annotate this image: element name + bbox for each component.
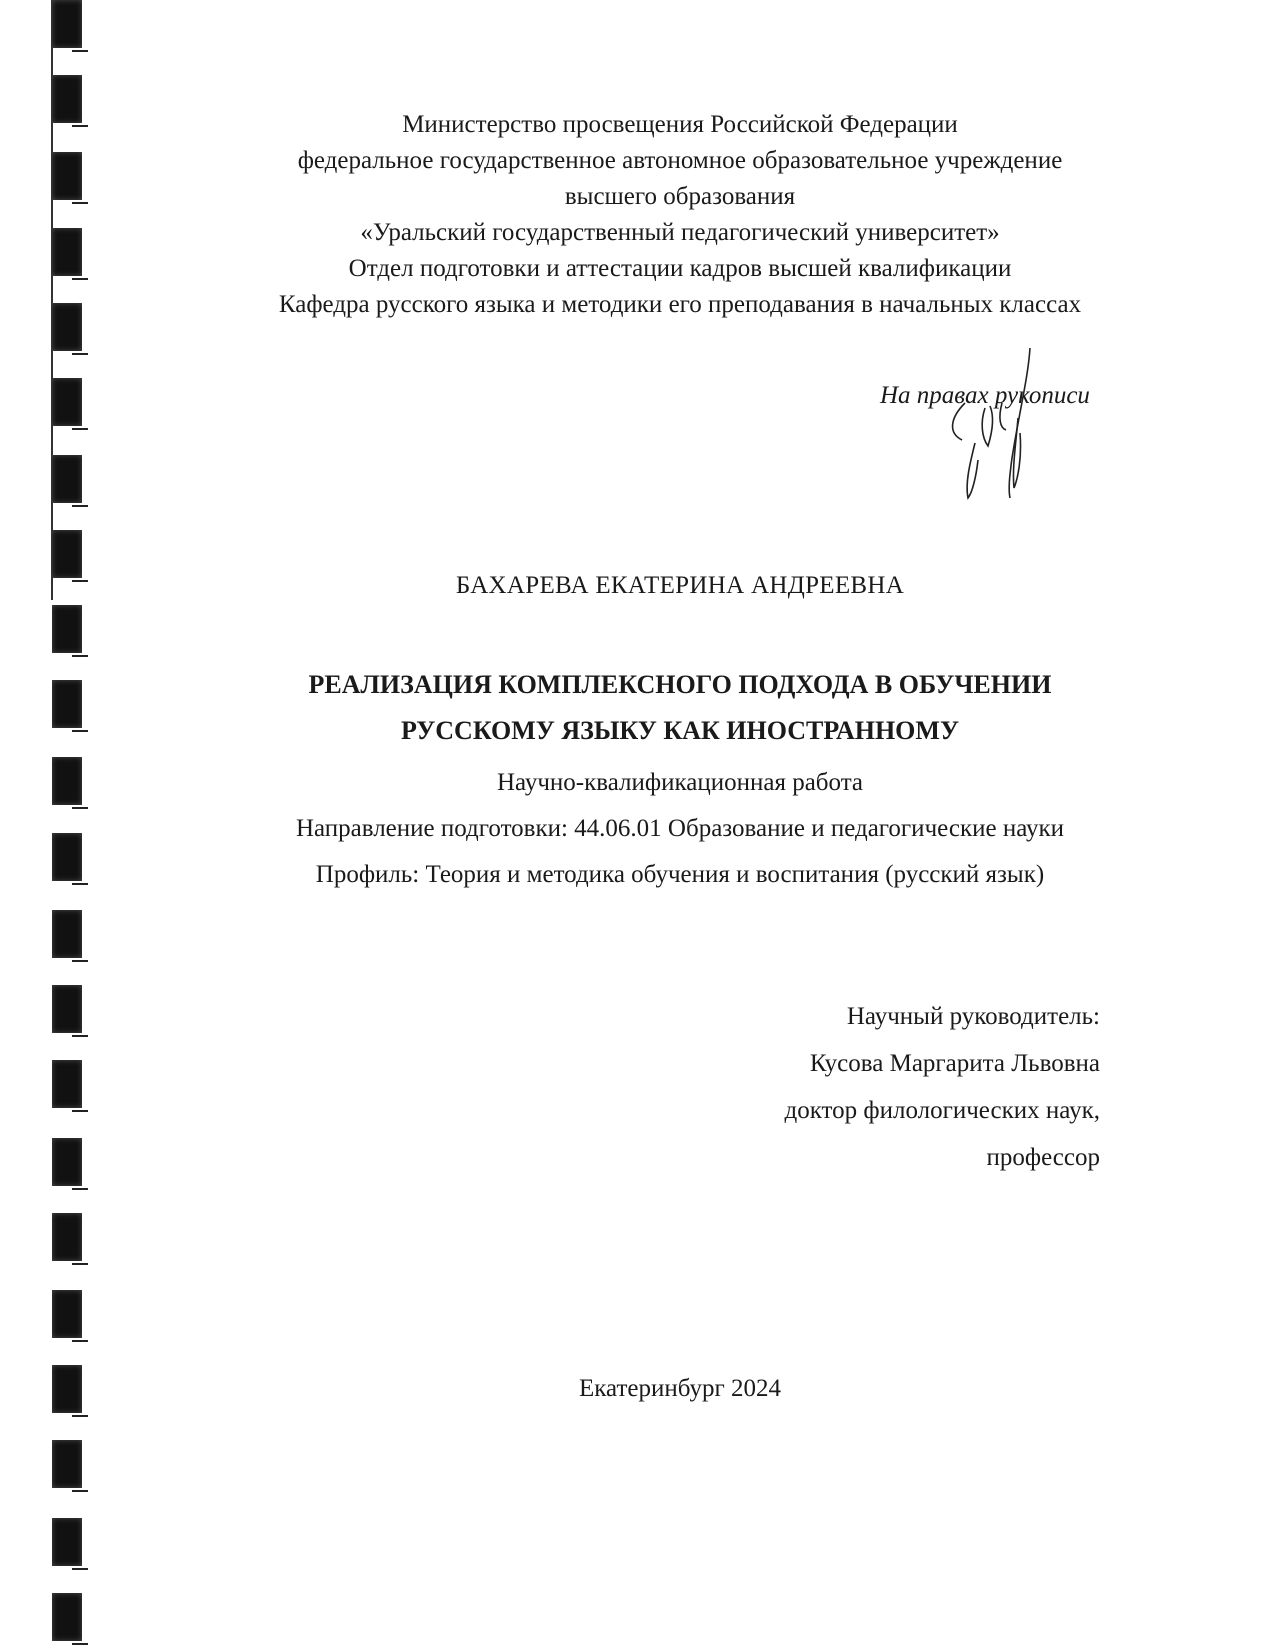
binding-hole [52, 833, 82, 881]
supervisor-label: Научный руководитель: [846, 1003, 1100, 1030]
institution-type-line: федеральное государственное автономное образовательное учреждение [297, 147, 1063, 174]
binding-hole-tick [72, 505, 88, 507]
binding-hole-tick [72, 125, 88, 127]
supervisor-name: Кусова Маргарита Львовна [809, 1050, 1100, 1077]
binding-hole-tick [72, 1110, 88, 1112]
binding-hole [52, 303, 82, 351]
thesis-title [230, 662, 1130, 754]
city-year: Екатеринбург 2024 [578, 1375, 782, 1402]
supervisor-block [660, 993, 1100, 1181]
institution-header [230, 107, 1130, 323]
binding-hole-tick [72, 807, 88, 809]
binding-hole [52, 1440, 82, 1488]
binding-hole-tick [72, 655, 88, 657]
binding-hole-tick [72, 1340, 88, 1342]
chair-line: Кафедра русского языка и методики его преподавания в начальных классах [278, 291, 1082, 318]
binding-hole [52, 1138, 82, 1186]
binding-hole-tick [72, 1490, 88, 1492]
binding-hole [52, 1593, 82, 1641]
binding-hole [52, 530, 82, 578]
binding-hole-tick [72, 1263, 88, 1265]
binding-hole [52, 757, 82, 805]
binding-hole-tick [72, 1568, 88, 1570]
binding-hole-tick [72, 960, 88, 962]
binding-hole [52, 228, 82, 276]
binding-hole [52, 1518, 82, 1566]
binding-hole-tick [72, 883, 88, 885]
education-level-line: высшего образования [564, 183, 796, 210]
binding-hole-tick [72, 1643, 88, 1645]
binding-hole [52, 378, 82, 426]
thesis-title-line-2: РУССКОМУ ЯЗЫКУ КАК ИНОСТРАННОМУ [400, 716, 960, 745]
thesis-title-line-1: РЕАЛИЗАЦИЯ КОМПЛЕКСНОГО ПОДХОДА В ОБУЧЕНИИ [308, 670, 1052, 699]
work-info [230, 760, 1130, 898]
binding-hole [52, 985, 82, 1033]
binding-hole [52, 1213, 82, 1261]
training-profile: Профиль: Теория и методика обучения и воспитания (русский язык) [315, 861, 1045, 888]
binding-hole-tick [72, 1415, 88, 1417]
binding-hole-tick [72, 353, 88, 355]
work-type: Научно-квалификационная работа [496, 769, 864, 796]
binding-hole-tick [72, 1188, 88, 1190]
manuscript-note: На правах рукописи [880, 382, 1090, 409]
supervisor-degree: доктор филологических наук, [784, 1097, 1100, 1124]
binding-hole-tick [72, 730, 88, 732]
binding-hole [52, 1060, 82, 1108]
training-direction: Направление подготовки: 44.06.01 Образование и педагогические науки [295, 815, 1065, 842]
binding-hole [52, 0, 82, 48]
binding-hole [52, 1290, 82, 1338]
supervisor-title: профессор [986, 1144, 1100, 1171]
binding-holes [50, 0, 90, 1650]
binding-hole-tick [72, 278, 88, 280]
binding-hole-tick [72, 1035, 88, 1037]
binding-hole [52, 910, 82, 958]
department-line: Отдел подготовки и аттестации кадров высшей квалификации [348, 255, 1012, 282]
binding-hole [52, 605, 82, 653]
binding-hole [52, 1365, 82, 1413]
university-line: «Уральский государственный педагогический университет» [360, 219, 1000, 246]
ministry-line: Министерство просвещения Российской Федерации [402, 111, 958, 138]
author-name: БАХАРЕВА ЕКАТЕРИНА АНДРЕЕВНА [455, 572, 905, 599]
binding-hole [52, 152, 82, 200]
binding-hole [52, 75, 82, 123]
binding-hole [52, 455, 82, 503]
binding-hole-tick [72, 580, 88, 582]
binding-hole [52, 680, 82, 728]
binding-hole-tick [72, 428, 88, 430]
handwritten-signature [940, 348, 1060, 518]
binding-hole-tick [72, 202, 88, 204]
binding-hole-tick [72, 50, 88, 52]
